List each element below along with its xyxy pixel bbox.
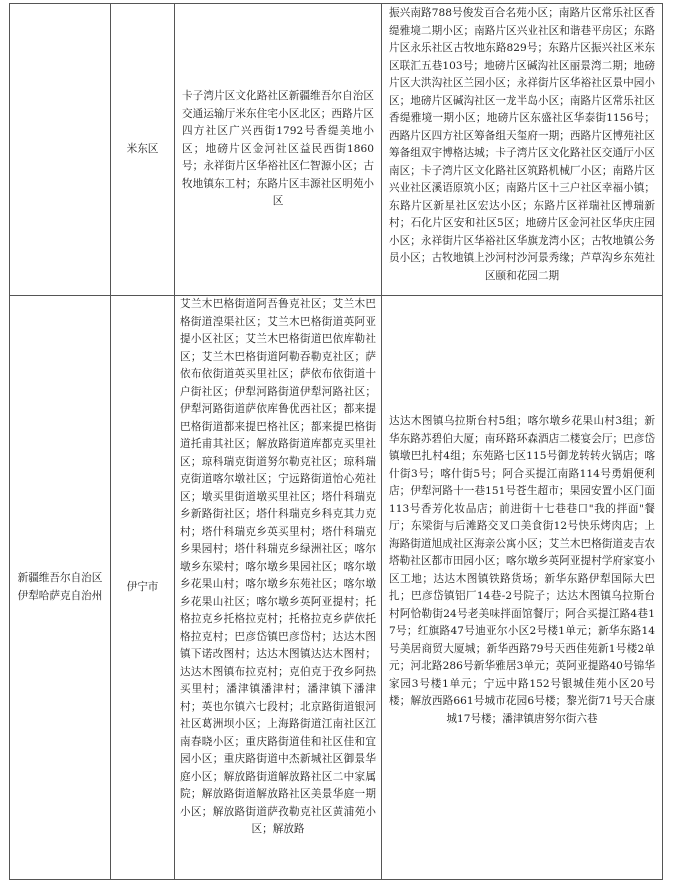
table-row-2-places: [389, 413, 655, 728]
table-border-right: [662, 3, 663, 880]
table-row-1-areas: [182, 88, 374, 211]
table-row-1-places: [389, 5, 655, 285]
places-text: 振兴南路788号俊发百合名苑小区；南路片区常乐社区香缇雅境二期小区；南路片区兴业社区和谐巷平房区；东路片区永乐社区古牧地东路829号；东路片区振兴社区米东区联汇五巷103号；地磅片区碱沟社区丽景湾二期；地磅片区大洪沟社区兰园小区；永祥街片区华裕社区景中园小区；地磅片区碱沟社区一龙半岛小区；南路片区常乐社区香缇雅境一期小区；地磅片区东盛社区华泰街1156号；西路片区四方社区筹备组天玺府一期；西路片区博苑社区筹备组双宇博格达城；卡子湾片区文化路社区交通厅小区南区；卡子湾片区文化路社区筑路机械厂小区；南路片区兴业社区溪语原筑小区；南路片区十三户社区幸福小镇；东路片区新星社区宏达小区；东路片区祥瑞社区博瑞新村；石化片区安和社区5区；地磅片区金河社区华庆庄园小区；永祥街片区华裕社区华旗龙湾小区；古牧地镇公务员小区；古牧地镇上沙河村沙河景秀缘；芦草沟乡东苑社区颐和花园二期: [389, 7, 655, 282]
table-row-2-region-cell: [14, 296, 106, 879]
district-label: 米东区: [126, 142, 159, 155]
places-text: 达达木图镇乌拉斯台村5组；喀尔墩乡花果山村3组；新华东路苏碧伯大厦；南环路环森酒店二楼宴会厅；巴彦岱镇墩巴扎村4组；东苑路七区115号御龙转转火锅店；喀什街3号；喀什街5号；阿合买提江南路114号勇娟便利店；伊犁河路十一巷151号苍生超市；果园安置小区门面113号香芳化妆品店；前进街十七巷巷口"我的拌面"餐厅；东梁街与后滩路交叉口美食街12号快乐烤肉店；上海路街道旭成社区海亲公寓小区；艾兰木巴格街道麦吉农塔勒社区都市田园小区；喀尔墩乡英阿亚提村学府家宴小区工地；达达木图镇铁路货场；新华东路伊犁国际大巴扎；巴彦岱镇铝厂14巷-2号院子；达达木图镇乌拉斯台村阿恰勒街24号老美味拌面馆餐厅；阿合买提江路4巷17号；红旗路47号迪亚尔小区2号楼1单元；新华东路14号美居商贸大厦城；新华西路79号天西佳苑新1号楼2单元；河北路286号新华雅居3单元；英阿亚提路40号锦华家园3号楼1单元；宁远中路152号银城佳苑小区20号楼；解放西路661号城市花园6号楼；黎光街71号天合康城17号楼；潘津镇唐努尔街六巷: [389, 415, 655, 725]
region-label: 新疆维吾尔自治区伊犁哈萨克自治州: [17, 572, 103, 602]
areas-text: 卡子湾片区文化路社区新疆维吾尔自治区交通运输厅米东住宅小区北区；西路片区四方社区广兴西街1792号香缇美地小区；地磅片区金河社区益民西街1860号；永祥街片区华裕社区仁智源小区；古牧地镇东工村；东路片区丰源社区明苑小区: [182, 90, 374, 207]
district-label: 伊宁市: [126, 580, 159, 593]
table-border-bottom: [9, 879, 663, 880]
col-divider-3: [381, 3, 382, 880]
table-row-1-district-cell: [111, 4, 174, 295]
col-divider-2: [174, 3, 175, 880]
areas-text: 艾兰木巴格街道阿吾鲁克社区；艾兰木巴格街道湟渠社区；艾兰木巴格街道英阿亚提小区社区；艾兰木巴格街道巴依库勒社区；艾兰木巴格街道阿勒吞勒克社区；萨依布依街道英买里社区；萨依布依街道十户街社区；伊犁河路街道伊犁河路社区；伊犁河路街道萨依库鲁优西社区；都来提巴格街道都来提巴格社区；都来提巴格街道托甫其社区；解放路街道库都克买里社区；琼科瑞克街道努尔勒克社区；琼科瑞克街道喀尔墩社区；宁远路街道怡心苑社区；墩买里街道墩买里社区；塔什科瑞克乡新路街社区；塔什科瑞克乡科克其力克村；塔什科瑞克乡英买里村；塔什科瑞克乡果园村；塔什科瑞克乡绿洲社区；喀尔墩乡东梁村；喀尔墩乡果园社区；喀尔墩乡花果山村；喀尔墩乡东苑社区；喀尔墩乡花果山社区；喀尔墩乡英阿亚提村；托格拉克乡托格拉克村；托格拉克乡萨依托格拉克村；巴彦岱镇巴彦岱村；达达木图镇下诺改图村；达达木图镇达达木图村；达达木图镇布拉克村；克伯克于孜乡阿热买里村；潘津镇潘津村；潘津镇下潘津村；英也尔镇六七段村；北京路街道银河社区葛洲坝小区；上海路街道江南社区江南春晓小区；重庆路街道佳和社区佳和宜园小区；重庆路街道中杰新城社区御景华庭小区；解放路街道解放路社区二中家属院；解放路街道解放路社区美景华庭一期小区；解放路街道萨孜勒克社区黄浦苑小区；解放路: [180, 298, 376, 835]
table-row-1-region: [10, 4, 110, 295]
table-row-2-areas: [180, 296, 376, 879]
table-row-2-district-cell: [111, 296, 174, 879]
